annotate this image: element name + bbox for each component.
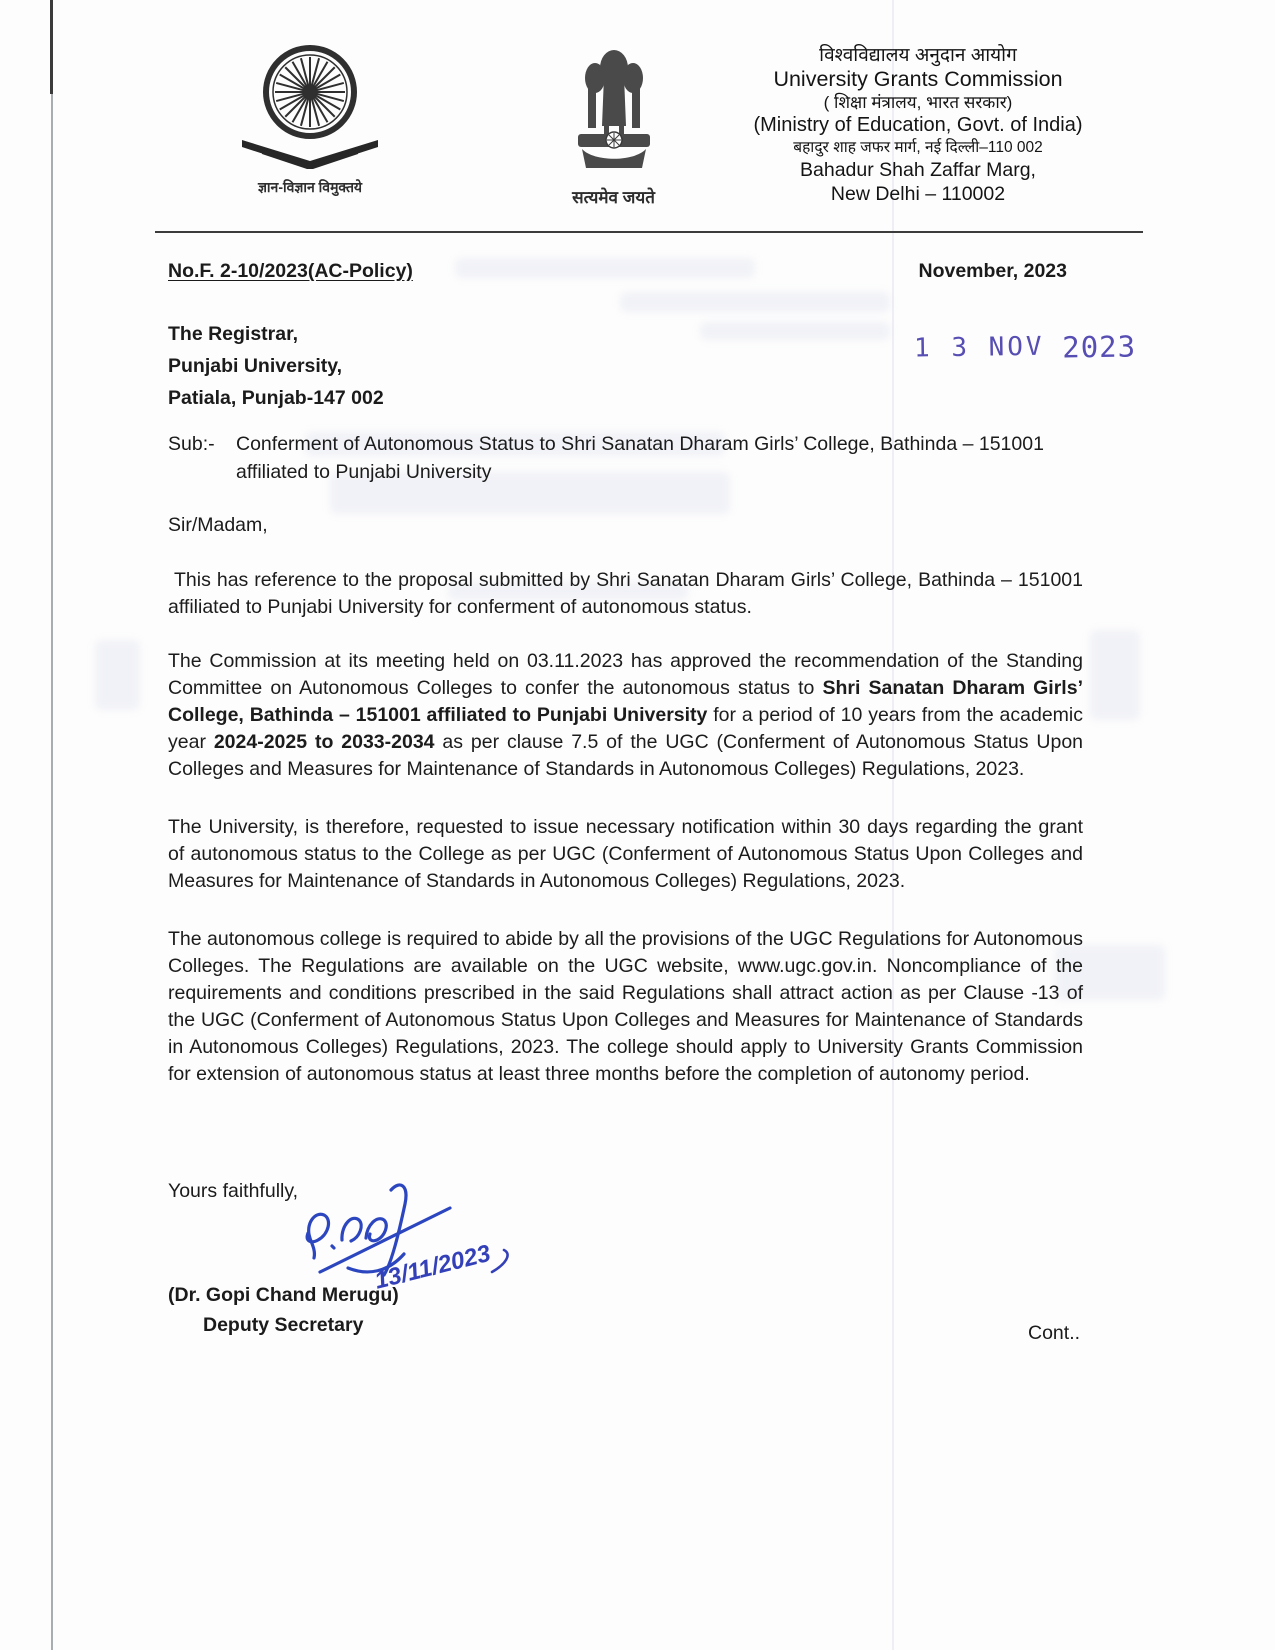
body-paragraph-2 [168, 648, 1083, 783]
signer-name: (Dr. Gopi Chand Merugu) [168, 1284, 399, 1306]
bleed-through-artifact [620, 292, 890, 312]
bleed-through-artifact [700, 322, 890, 340]
body-paragraph-4: The autonomous college is required to abide by all the provisions of the UGC Regulations for Autonomous Colleges. The Regulations are available on the UGC website, www.ugc.gov.in. Noncompliance of the requirements and conditions prescribed in the said Regulations shall attract action as per Clause -13 of the UGC (Conferment of Autonomous Status Upon Colleges and Measures for Maintenance of Standards in Autonomous Colleges) Regulations, 2023. The college should apply to University Grants Commission for extension of autonomous status at least three months before the completion of autonomy period. [168, 928, 1083, 1085]
bleed-through-artifact [95, 640, 140, 710]
header-divider [155, 231, 1143, 233]
valediction: Yours faithfully, [168, 1180, 299, 1202]
recipient-line: Punjabi University, [168, 355, 343, 377]
ugc-logo [240, 44, 380, 197]
continuation-marker: Cont.. [1028, 1322, 1081, 1344]
letter-date: November, 2023 [918, 260, 1067, 282]
address-hindi: बहादुर शाह जफर मार्ग, नई दिल्ली–110 002 [793, 139, 1043, 156]
ugc-chakra-logo-icon [240, 44, 380, 169]
subject-row [168, 430, 1083, 486]
signature-date: 13/11/2023 [371, 1239, 494, 1293]
subject-text: Conferment of Autonomous Status to Shri Sanatan Dharam Girls’ College, Bathinda – 151001 affiliated to Punjabi University [236, 433, 1044, 483]
recipient-line: The Registrar, [168, 323, 299, 345]
address-line2: New Delhi – 110002 [830, 183, 1006, 205]
national-emblem [556, 46, 671, 208]
bleed-through-artifact [1090, 630, 1140, 720]
ugc-logo-caption: ज्ञान-विज्ञान विमुक्तये [257, 179, 363, 195]
national-emblem-caption: सत्यमेव जयते [572, 188, 655, 207]
recipient-line: Patiala, Punjab-147 002 [168, 387, 384, 409]
paragraph-text: The Commission at its meeting held on 03.11.2023 has approved the recommendation of the Standing Committee on Autonomous Colleges to confer the autonomous status to [168, 650, 1083, 699]
salutation: Sir/Madam, [168, 514, 268, 536]
reference-row [168, 260, 1083, 283]
body-paragraph-1: This has reference to the proposal submitted by Shri Sanatan Dharam Girls’ College, Bathinda – 151001 affiliated to Punjabi University for conferment of autonomous status. [168, 569, 1083, 618]
org-name-english: University Grants Commission [773, 67, 1063, 91]
signer-title: Deputy Secretary [203, 1314, 364, 1336]
academic-years-bold: 2024-2025 to 2033-2034 [213, 731, 435, 753]
scan-edge-line [51, 0, 53, 1650]
org-name-hindi: विश्वविद्यालय अनुदान आयोग [819, 45, 1017, 66]
subject-label: Sub:- [168, 433, 215, 455]
ministry-english: (Ministry of Education, Govt. of India) [753, 114, 1083, 136]
received-date-stamp [914, 326, 1137, 363]
paragraph-text: for a period of 10 years from the academic year [168, 704, 1083, 753]
body-paragraph-3: The University, is therefore, requested to issue necessary notification within 30 days regarding the grant of autonomous status to the College as per UGC (Conferment of Autonomous Status Upon Colleges and Measures for Maintenance of Standards in Autonomous Colleges) Regulations, 2023. [168, 816, 1083, 892]
letterhead [718, 44, 1118, 206]
address-line1: Bahadur Shah Zaffar Marg, [800, 159, 1036, 181]
letter-body [168, 567, 1083, 1088]
recipient-address [168, 318, 384, 414]
scan-edge-mark [50, 0, 53, 94]
stamp-year: 2023 [1062, 329, 1137, 365]
paragraph-text: as per clause 7.5 of the UGC (Conferment of Autonomous Status Upon Colleges and Measures for Maintenance of Standards in Autonomous Colleges) Regulations, 2023. [168, 731, 1084, 780]
ministry-hindi: ( शिक्षा मंत्रालय, भारत सरकार) [823, 93, 1013, 112]
signature [278, 1178, 528, 1298]
handwritten-signature-icon [278, 1178, 528, 1293]
ashoka-lion-capital-icon [564, 46, 664, 176]
reference-number: No.F. 2-10/2023(AC-Policy) [168, 260, 413, 282]
stamp-day-month: 1 3 NOV [913, 331, 1045, 364]
college-name-bold: Shri Sanatan Dharam Girls’ College, Bathinda – 151001 affiliated to Punjabi University [168, 677, 1083, 726]
